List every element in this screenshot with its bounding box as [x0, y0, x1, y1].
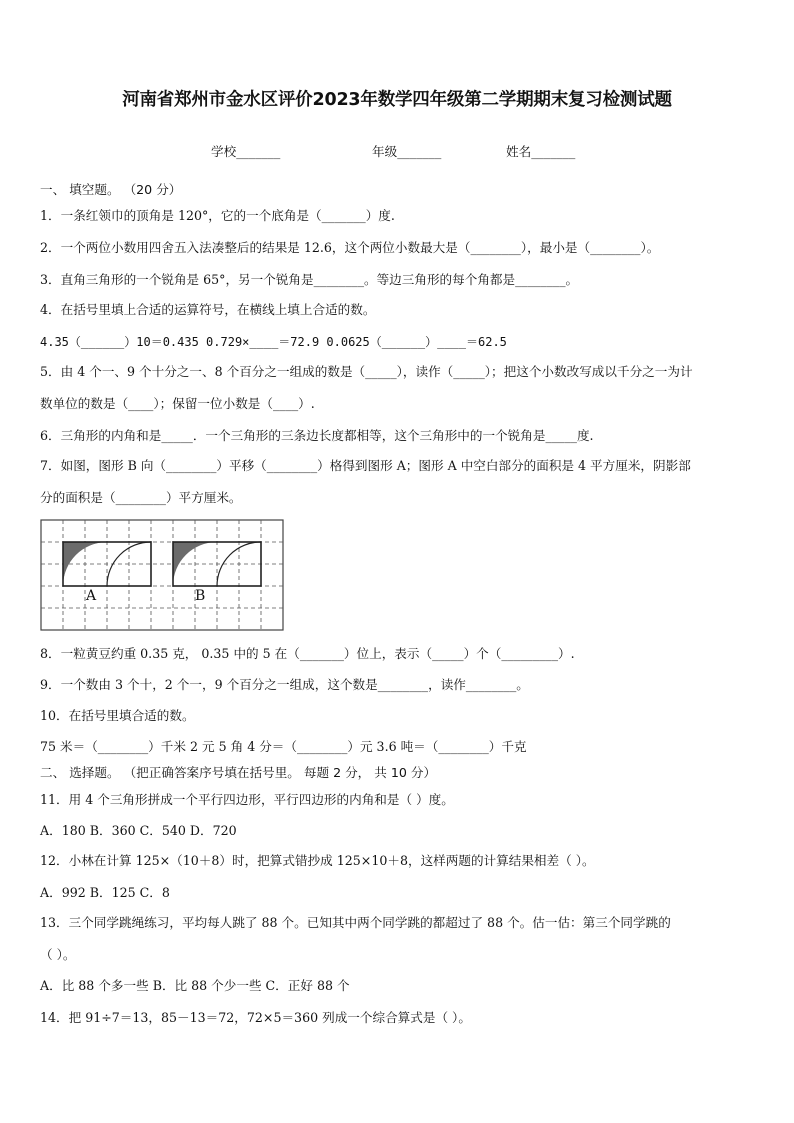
question-13-cont: （ ）。 [40, 947, 76, 962]
question-12: 12．小林在计算 125×（10＋8）时，把算式错抄成 125×10＋8，这样两题的计算结果相差（ ）。 [40, 853, 595, 868]
question-9: 9．一个数由 3 个十，2 个一，9 个百分之一组成，这个数是________，读作________。 [40, 677, 529, 692]
section-heading-choice: 二、 选择题。 （把正确答案序号填在括号里。 每题 2 分， 共 10 分） [40, 765, 437, 780]
question-12-options: A．992 B．125 C．8 [40, 885, 170, 900]
question-14: 14．把 91÷7＝13，85－13＝72，72×5＝360 列成一个综合算式是（ ）。 [40, 1010, 471, 1025]
question-13: 13．三个同学跳绳练习，平均每人跳了 88 个。已知其中两个同学跳的都超过了 88 个。估一估：第三个同学跳的 [40, 915, 671, 930]
label-a: A [86, 588, 97, 604]
label-b: B [195, 588, 206, 604]
question-2: 2．一个两位小数用四舍五入法凑整后的结果是 12.6，这个两位小数最大是（________），最小是（________）。 [40, 240, 660, 255]
grade-field[interactable]: 年级_______ [372, 144, 442, 159]
translation-figure [40, 519, 286, 637]
name-field[interactable]: 姓名_______ [506, 144, 576, 159]
question-3: 3．直角三角形的一个锐角是 65°，另一个锐角是________。等边三角形的每个角都是________。 [40, 272, 579, 287]
question-13-options: A．比 88 个多一些 B．比 88 个少一些 C．正好 88 个 [40, 978, 350, 993]
question-4: 4．在括号里填上合适的运算符号，在横线上填上合适的数。 [40, 302, 376, 317]
question-1: 1．一条红领巾的顶角是 120°，它的一个底角是（_______）度. [40, 208, 395, 223]
school-field[interactable]: 学校_______ [211, 144, 281, 159]
question-10-conversions: 75 米＝（________）千米 2 元 5 角 4 分＝（________）元 3.6 吨＝（________）千克 [40, 739, 527, 754]
question-5: 5．由 4 个一、9 个十分之一、8 个百分之一组成的数是（_____），读作（_____）；把这个小数改写成以千分之一为计 [40, 364, 693, 379]
question-11-options: A．180 B．360 C．540 D．720 [40, 823, 237, 838]
question-11: 11．用 4 个三角形拼成一个平行四边形，平行四边形的内角和是（ ）度。 [40, 792, 454, 807]
question-10: 10．在括号里填合适的数。 [40, 708, 195, 723]
question-4-expressions: 4.35（______）10＝0.435 0.729×____＝72.9 0.0625（______）____＝62.5 [40, 335, 507, 349]
page-title: 河南省郑州市金水区评价2023年数学四年级第二学期期末复习检测试题 [122, 90, 672, 110]
question-7-cont: 分的面积是（________）平方厘米。 [40, 490, 242, 505]
question-5-cont: 数单位的数是（____）；保留一位小数是（____）. [40, 396, 315, 411]
question-6: 6．三角形的内角和是_____．一个三角形的三条边长度都相等，这个三角形中的一个锐角是_____度. [40, 428, 594, 443]
question-8: 8．一粒黄豆约重 0.35 克， 0.35 中的 5 在（_______）位上，表示（_____）个（_________）. [40, 646, 575, 661]
question-7: 7．如图，图形 B 向（________）平移（________）格得到图形 A；图形 A 中空白部分的面积是 4 平方厘米，阴影部 [40, 458, 691, 473]
section-heading-fill-in: 一、 填空题。 （20 分） [40, 182, 182, 197]
